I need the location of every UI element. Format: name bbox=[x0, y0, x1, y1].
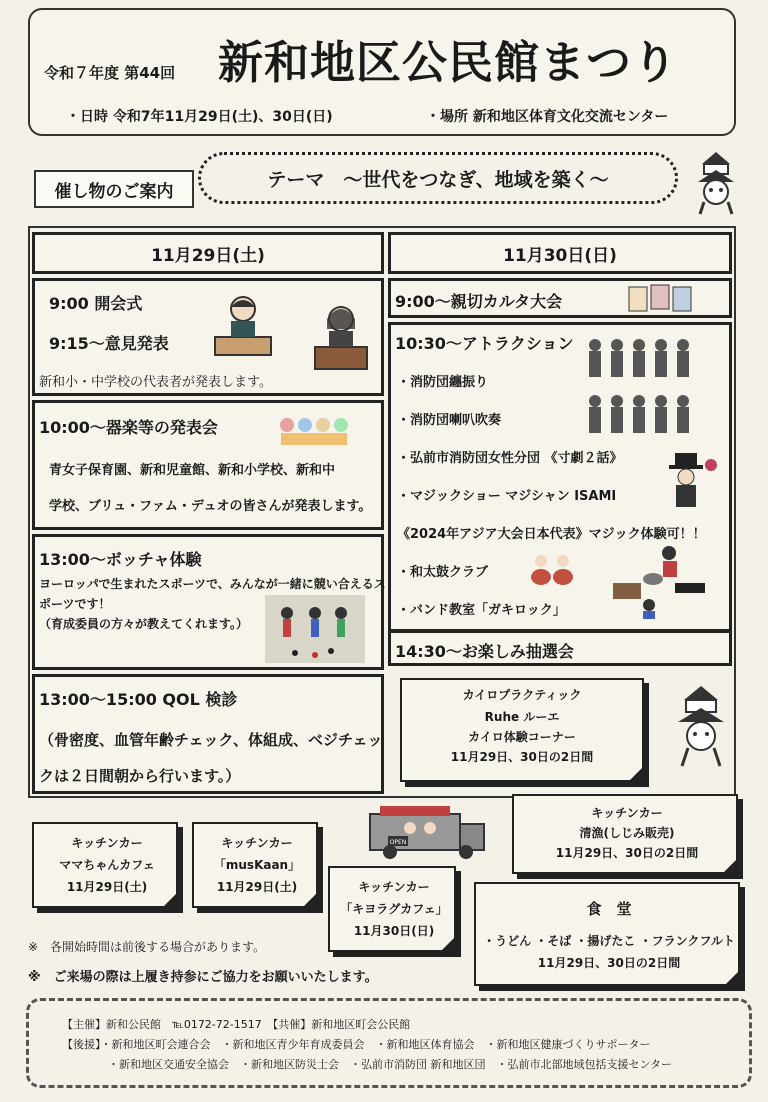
boccia-line3: （育成委員の方々が教えてくれます。） bbox=[39, 617, 249, 631]
kitchen-car-card-1 bbox=[32, 822, 178, 908]
chiro-line4: 11月29日、30日の2日間 bbox=[450, 750, 594, 764]
music-title: 10:00～器楽等の発表会 bbox=[39, 418, 218, 437]
attraction-item-7: ・バンド教室「ガキロック」 bbox=[397, 603, 566, 618]
day1-music-block bbox=[32, 400, 384, 530]
karuta-cards-icon bbox=[627, 283, 697, 315]
event-edition: 令和７年度 第44回 bbox=[44, 64, 176, 82]
card-fold bbox=[440, 936, 456, 952]
boccia-players-icon bbox=[265, 595, 365, 663]
opening-ceremony: 9:00 開会式 bbox=[49, 294, 143, 313]
note-time-change: ※ 各開始時間は前後する場合があります。 bbox=[28, 940, 266, 954]
footer-support-1: 【後援】・新和地区町会連合会 ・新和地区青少年育成委員会 ・新和地区体育協会 ・新和地区健康づくりサポーター bbox=[62, 1038, 651, 1051]
cafeteria-date: 11月29日、30日の2日間 bbox=[537, 956, 681, 970]
card-fold bbox=[724, 970, 740, 986]
kitchen-car-name: 「キヨラグカフェ」 bbox=[340, 902, 448, 916]
events-guide-label: 催し物のご案内 bbox=[34, 170, 194, 208]
magician-icon bbox=[661, 451, 721, 509]
attraction-item-4: ・マジックショー マジシャン ISAMI bbox=[397, 489, 617, 504]
card-fold bbox=[628, 766, 644, 782]
cafeteria-card bbox=[474, 882, 740, 986]
kitchen-car-date: 11月30日(日) bbox=[353, 924, 435, 938]
opinion-desc: 新和小・中学校の代表者が発表します。 bbox=[39, 375, 272, 390]
chiro-line2: Ruhe ルーエ bbox=[484, 710, 560, 724]
cafeteria-title: 食 堂 bbox=[586, 900, 632, 918]
attraction-item-6: ・和太鼓クラブ bbox=[397, 565, 489, 580]
truck-sign: OPEN bbox=[389, 839, 407, 846]
card-fold bbox=[302, 892, 318, 908]
card-fold bbox=[162, 892, 178, 908]
kitchen-car-name: ママちゃんカフェ bbox=[59, 858, 155, 872]
event-date: ・日時 令和7年11月29日(土)、30日(日) bbox=[66, 109, 333, 125]
taiko-drum-icon bbox=[529, 553, 575, 587]
event-place: ・場所 新和地区体育文化交流センター bbox=[426, 109, 669, 125]
day1-qol-block bbox=[32, 674, 384, 794]
music-line2: 学校、ブリュ・ファム・デュオの皆さんが発表します。 bbox=[49, 499, 372, 514]
theme-banner: テーマ ～世代をつなぎ、地域を築く～ bbox=[198, 152, 678, 204]
day1-opening-block bbox=[32, 278, 384, 396]
castle-mascot-icon bbox=[672, 684, 730, 770]
note-indoor-shoes: ※ ご来場の際は上履き持参にご協力をお願いいたします。 bbox=[28, 970, 378, 985]
kitchen-car-name: 「musKaan」 bbox=[213, 858, 301, 872]
castle-mascot-icon bbox=[690, 150, 742, 216]
qol-line1: （骨密度、血管年齢チェック、体組成、ベジチェッ bbox=[39, 731, 383, 749]
footer-organizer: 【主催】新和公民館 ℡0172-72-1517 【共催】新和地区町会公民館 bbox=[62, 1018, 411, 1031]
day2-lottery-block bbox=[388, 630, 732, 666]
day2-attraction-block bbox=[388, 322, 732, 632]
kitchen-car-date: 11月29日(土) bbox=[66, 880, 148, 894]
speaker-boy-icon bbox=[211, 293, 275, 359]
kitchen-car-card-3 bbox=[328, 866, 456, 952]
card-fold bbox=[722, 858, 738, 874]
firefighters-icon bbox=[583, 335, 699, 445]
day2-karuta-block bbox=[388, 278, 732, 318]
attraction-item-2: ・消防団喇叭吹奏 bbox=[397, 413, 502, 428]
kitchen-car-title: キッチンカー bbox=[221, 836, 293, 850]
footer-support-2: ・新和地区交通安全協会 ・新和地区防災士会 ・弘前市消防団 新和地区団 ・弘前市北部地域包括支援センター bbox=[108, 1058, 673, 1071]
chiropractic-card bbox=[400, 678, 644, 782]
lottery-title: 14:30～お楽しみ抽選会 bbox=[395, 642, 574, 661]
attraction-title: 10:30～アトラクション bbox=[395, 334, 574, 353]
attraction-item-3: ・弘前市消防団女性分団 《寸劇２話》 bbox=[397, 451, 623, 466]
kitchen-car-title: キッチンカー bbox=[591, 806, 663, 820]
band-icon bbox=[609, 543, 709, 619]
chiro-line1: カイロプラクティック bbox=[462, 688, 582, 702]
day1-heading: 11月29日(土) bbox=[32, 232, 384, 274]
kitchen-car-card-4 bbox=[512, 794, 738, 874]
children-singing-icon bbox=[275, 411, 355, 447]
attraction-item-5: 《2024年アジア大会日本代表》マジック体験可！！ bbox=[397, 527, 706, 542]
page-title: 新和地区公民館まつり bbox=[218, 36, 679, 89]
music-line1: 青女子保育園、新和児童館、新和小学校、新和中 bbox=[49, 463, 336, 478]
kitchen-car-date: 11月29日、30日の2日間 bbox=[555, 846, 699, 860]
kitchen-car-card-2 bbox=[192, 822, 318, 908]
cafeteria-menu: ・うどん ・そば ・揚げたこ ・フランクフルト bbox=[483, 934, 735, 948]
day1-boccia-block bbox=[32, 534, 384, 670]
kitchen-car-title: キッチンカー bbox=[358, 880, 430, 894]
kitchen-car-title: キッチンカー bbox=[71, 836, 143, 850]
kitchen-car-date: 11月29日(土) bbox=[216, 880, 298, 894]
boccia-line2: ポーツです！ bbox=[39, 597, 111, 611]
day2-heading: 11月30日(日) bbox=[388, 232, 732, 274]
boccia-line1: ヨーロッパで生まれたスポーツで、みんなが一緒に競い合えるス bbox=[39, 577, 386, 591]
karuta-title: 9:00～親切カルタ大会 bbox=[395, 292, 563, 311]
attraction-item-1: ・消防団纏振り bbox=[397, 375, 489, 390]
chiro-line3: カイロ体験コーナー bbox=[468, 730, 576, 744]
boccia-title: 13:00～ボッチャ体験 bbox=[39, 550, 202, 569]
food-truck-icon bbox=[366, 800, 490, 862]
qol-line2: クは２日間朝から行います。） bbox=[39, 767, 241, 785]
kitchen-car-name: 清漁(しじみ販売) bbox=[579, 826, 675, 840]
opinion-presentation: 9:15～意見発表 bbox=[49, 334, 169, 353]
qol-title: 13:00～15:00 QOL 検診 bbox=[39, 690, 238, 709]
speaker-girl-icon bbox=[311, 301, 371, 373]
